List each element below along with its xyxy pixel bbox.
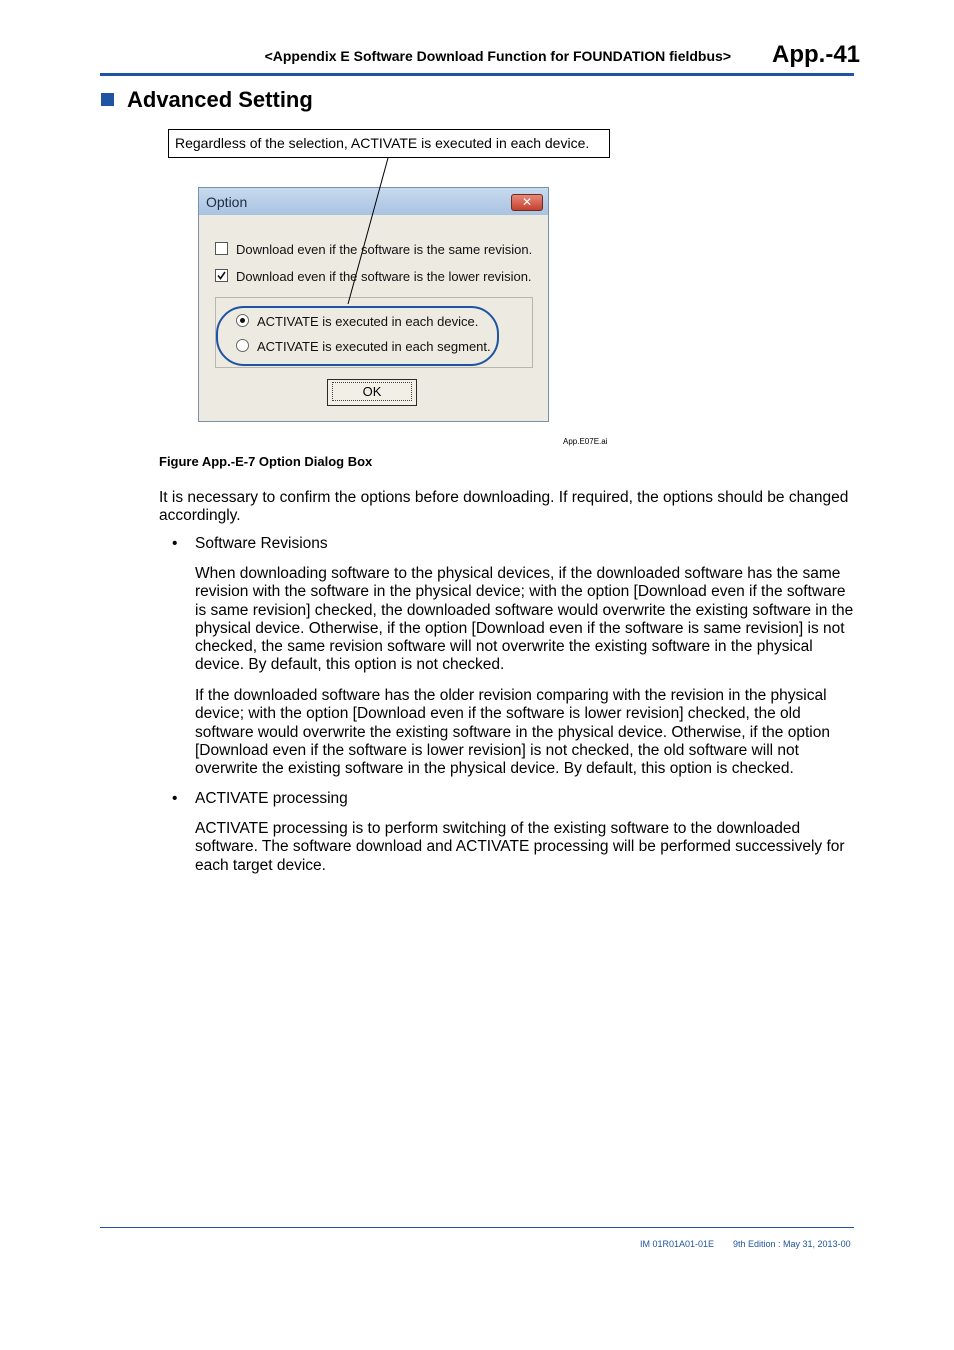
item-activate-p1: ACTIVATE processing is to perform switching of the existing software to the downloaded software. The software download and ACTIVATE processing will be performed successively for each target device. [195, 820, 845, 874]
item-software-revisions-title: Software Revisions [195, 535, 328, 552]
close-icon[interactable]: ✕ [511, 194, 543, 211]
dialog-title: Option [206, 194, 248, 210]
ok-button-label: OK [332, 382, 412, 401]
checkbox-lower-revision-label: Download even if the software is the lower revision. [236, 269, 532, 284]
bullet-icon: • [172, 535, 178, 552]
item-software-revisions-p1: When downloading software to the physical devices, if the downloaded software has the same revision with the software in the physical device; with the option [Download even if the software is same revision] checked, the downloaded software would overwrite the existing software in the physical device. Otherwise, if the option [Download even if the software is same revision] is not checked, the same revision software will not overwrite the existing software in the physical device. By default, this option is not checked. [195, 565, 854, 674]
figure-file-label: App.E07E.ai [563, 437, 608, 446]
item-activate-title: ACTIVATE processing [195, 790, 348, 807]
footer-rule [100, 1227, 854, 1228]
intro-paragraph: It is necessary to confirm the options before downloading. If required, the options should be changed accordingly. [159, 489, 849, 525]
header-page-number: App.-41 [772, 41, 861, 68]
radio-each-segment-label: ACTIVATE is executed in each segment. [257, 339, 491, 354]
footer-doc-number: IM 01R01A01-01E [640, 1239, 715, 1249]
item-software-revisions-p2: If the downloaded software has the older revision comparing with the revision in the physical device; with the option [Download even if the software is lower revision] checked, the old software would overwrite the existing software in the physical device. Otherwise, if the option [Download even if the software is lower revision] is not checked, the old software will not overwrite the existing software in the physical device. By default, this option is checked. [195, 687, 830, 778]
bullet-icon: • [172, 790, 178, 807]
figure-caption: Figure App.-E-7 Option Dialog Box [159, 454, 373, 469]
header-title: <Appendix E Software Download Function for FOUNDATION fieldbus> [264, 48, 731, 64]
radio-each-device-label: ACTIVATE is executed in each device. [257, 314, 479, 329]
checkbox-same-revision-label: Download even if the software is the same revision. [236, 242, 533, 257]
section-title: Advanced Setting [127, 87, 313, 112]
figure-callout: Regardless of the selection, ACTIVATE is executed in each device. [168, 129, 610, 158]
footer-edition: 9th Edition : May 31, 2013-00 [733, 1239, 851, 1249]
